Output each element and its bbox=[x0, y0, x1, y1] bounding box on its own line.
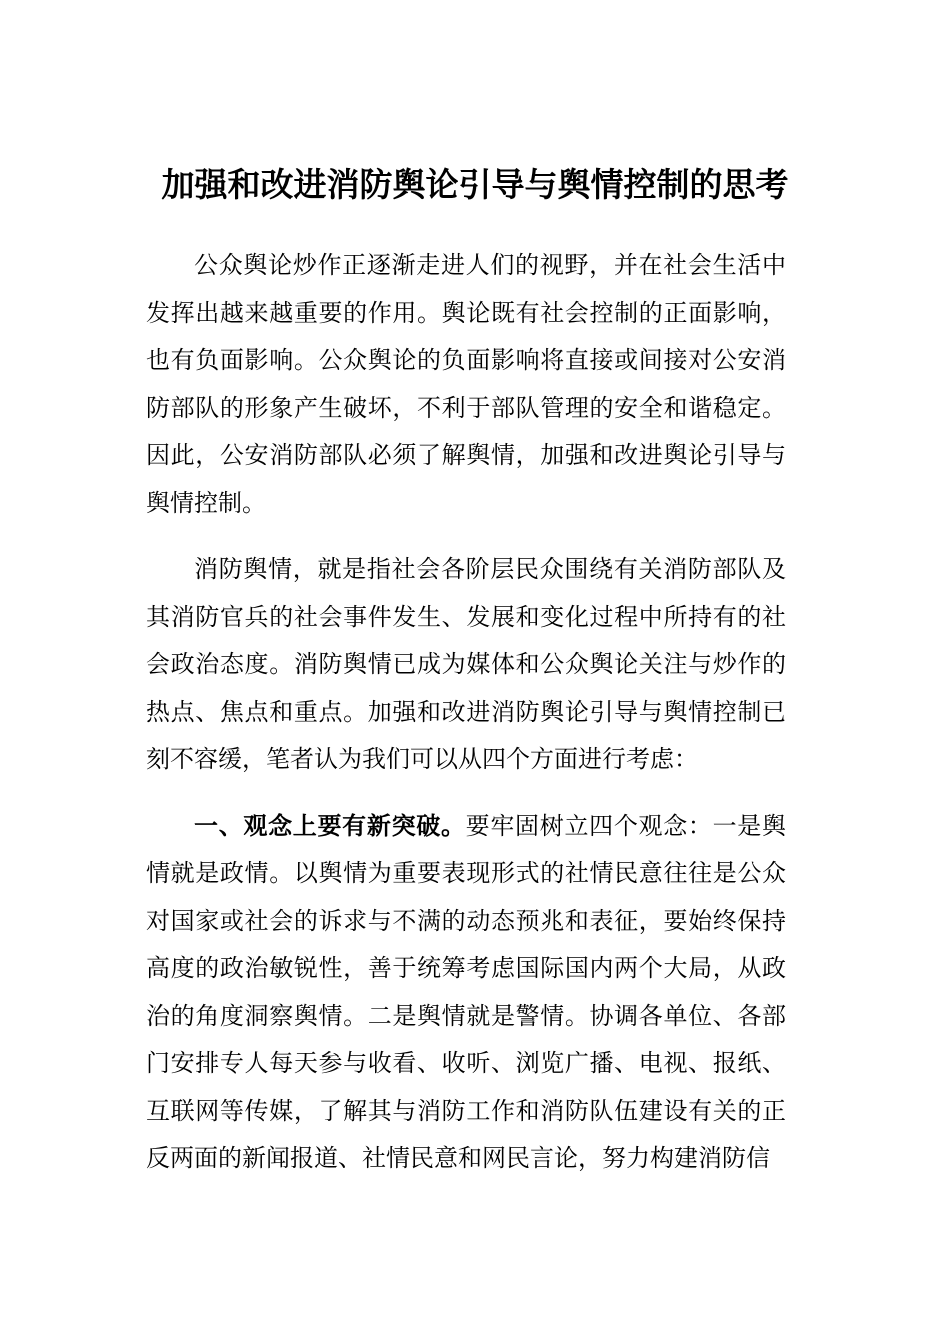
paragraph-definition bbox=[146, 546, 786, 784]
paragraph-text: 公众舆论炒作正逐渐走进人们的视野，并在社会生活中发挥出越来越重要的作用。舆论既有社会控制的正面影响，也有负面影响。公众舆论的负面影响将直接或间接对公安消防部队的形象产生破坏，不利于部队管理的安全和谐稳定。因此，公安消防部队必须了解舆情，加强和改进舆论引导与舆情控制。 bbox=[146, 251, 786, 517]
paragraph-section-one bbox=[146, 803, 786, 1183]
paragraph-text: 要牢固树立四个观念：一是舆情就是政情。以舆情为重要表现形式的社情民意往往是公众对国家或社会的诉求与不满的动态预兆和表征，要始终保持高度的政治敏锐性，善于统筹考虑国际国内两个大局，从政治的角度洞察舆情。二是舆情就是警情。协调各单位、各部门安排专人每天参与收看、收听、浏览广播、电视、报纸、互联网等传媒，了解其与消防工作和消防队伍建设有关的正反两面的新闻报道、社情民意和网民言论，努力构建消防信 bbox=[146, 811, 787, 1172]
document-title: 加强和改进消防舆论引导与舆情控制的思考 bbox=[161, 165, 789, 204]
document-body bbox=[146, 242, 786, 1202]
section-heading: 一、观念上要有新突破。 bbox=[194, 811, 466, 840]
paragraph-text: 消防舆情，就是指社会各阶层民众围绕有关消防部队及其消防官兵的社会事件发生、发展和变化过程中所持有的社会政治态度。消防舆情已成为媒体和公众舆论关注与炒作的热点、焦点和重点。加强和改进消防舆论引导与舆情控制已刻不容缓，笔者认为我们可以从四个方面进行考虑： bbox=[146, 555, 786, 773]
paragraph-intro bbox=[146, 242, 786, 527]
